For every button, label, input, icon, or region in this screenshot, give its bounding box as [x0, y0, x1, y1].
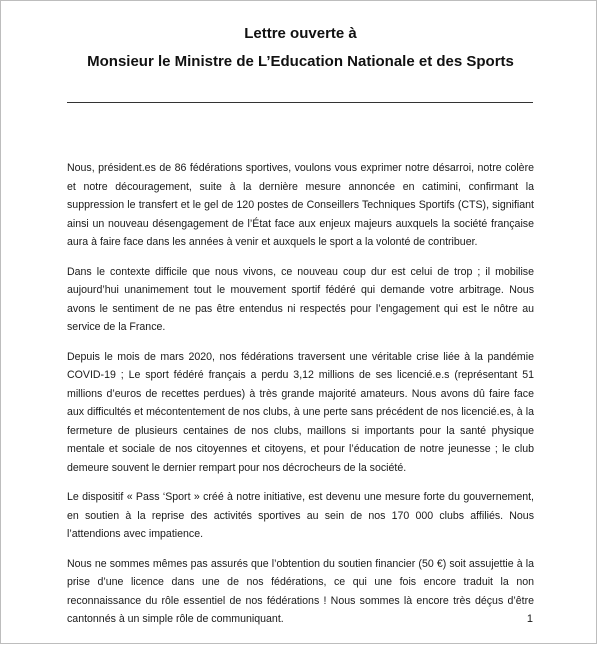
letter-recipient: Monsieur le Ministre de L’Education Nationale et des Sports: [87, 53, 514, 70]
paragraph-4: Le dispositif « Pass ‘Sport » créé à notre initiative, est devenu une mesure forte du gouvernement, en soutien à la reprise des activités sportives au sein de nos 170 000 clubs affiliés. Nous l’attendions avec impatience.: [67, 491, 534, 540]
paragraph-5: Nous ne sommes mêmes pas assurés que l’obtention du soutien financier (50 €) soit assujettie à la prise d’une licence dans une de nos fédérations, ce qui une fois encore traduit la non reconnaissance du rôle essentiel de nos fédérations ! Nous sommes là encore très déçus d’être cantonnés à un simple rôle de communiquant.: [67, 557, 534, 625]
paragraph-3: Depuis le mois de mars 2020, nos fédérations traversent une véritable crise liée à la pandémie COVID-19 ; Le sport fédéré français a perdu 3,12 millions de ses licencié.e.s (représentant 51 millions d’euros de recettes perdues) à très grande majorité amateurs. Nous avons dû faire face aux difficultés et mécontentement de nos clubs, à une perte sans précédent de nos licencié.es, à la fermeture de plusieurs centaines de nos clubs, maillons si importants pour la santé physique mentale et sociale de nos citoyennes et citoyens, et pour l’éducation de notre jeunesse ; le club demeure souvent le dernier rempart pour nos décrocheurs de la société.: [67, 350, 534, 474]
letter-title: Lettre ouverte à: [244, 25, 357, 42]
paragraph-1: Nous, président.es de 86 fédérations sportives, voulons vous exprimer notre désarroi, notre colère et notre découragement, suite à la dernière mesure annoncée en catimini, confirmant la suppression le transfert et le gel de 120 postes de Conseillers Techniques Sportifs (CTS), signifiant ainsi un nouveau désengagement de l’État face aux enjeux majeurs auxquels la société française aura à faire face dans les années à venir et auxquels le sport a la volonté de contribuer.: [67, 162, 534, 248]
title-divider: [67, 102, 533, 103]
letter-body: [67, 159, 534, 640]
page-number: 1: [526, 613, 533, 625]
paragraph-2: Dans le contexte difficile que nous vivons, ce nouveau coup dur est celui de trop ; il mobilise aujourd’hui unanimement tout le mouvement sportif fédéré qui demande votre arbitrage. Nous avons le sentiment de ne pas être entendus ni respectés pour l’engagement qui est le nôtre au service de la France.: [67, 265, 534, 333]
